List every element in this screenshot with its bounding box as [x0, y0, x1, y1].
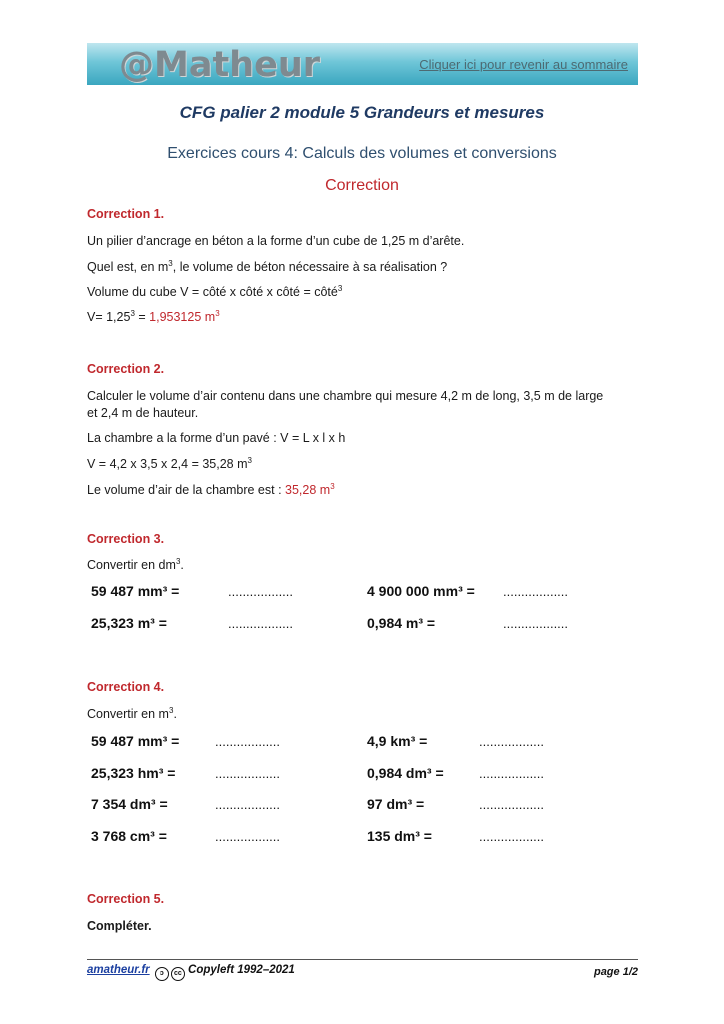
exercise-title: Exercices cours 4: Calculs des volumes et conversions: [167, 145, 557, 162]
c1-line-2: Quel est, en $m^3$, le volume de béton nécessaire à sa réalisation ?: [87, 259, 448, 275]
c2-line-4: Le volume d’air de la chambre est : 35,28 $m^3$: [87, 482, 335, 498]
c4-row4-left: 3 768 cm³ =: [91, 828, 167, 844]
c4-row3-left: 7 354 dm³ =: [91, 796, 168, 812]
site-logo: @Matheur: [119, 45, 321, 85]
correction-1-heading: Correction 1.: [87, 207, 165, 221]
c4-row3-right-blank: ..................: [479, 797, 545, 812]
c4-row1-right-blank: ..................: [479, 734, 545, 749]
c4-row4-right: 135 dm³ =: [367, 828, 432, 844]
c3-row1-right: 4 900 000 mm³ =: [367, 583, 475, 599]
c4-row3-left-blank: ..................: [215, 797, 281, 812]
c1-line-1: Un pilier d’ancrage en béton a la forme d’un cube de 1,25 m d’arête.: [87, 234, 465, 248]
c3-row2-left: 25,323 m³ =: [91, 615, 167, 631]
c4-row1-left-blank: ..................: [215, 734, 281, 749]
c2-line-2: La chambre a la forme d’un pavé : V = L x l x h: [87, 431, 346, 445]
correction-4-heading: Correction 4.: [87, 680, 165, 694]
copyleft-icon: ↄ: [155, 967, 169, 981]
page-number: page 1/2: [593, 966, 638, 978]
site-link[interactable]: amatheur.fr: [87, 964, 150, 976]
c2-line-3: V = 4,2 x 3,5 x 2,4 = 35,28 $m^3$: [87, 456, 252, 472]
c4-row2-left: 25,323 hm³ =: [91, 765, 176, 781]
creative-commons-icon: cc: [171, 967, 185, 981]
c3-row2-left-blank: ..................: [228, 616, 294, 631]
header-banner: [87, 43, 638, 85]
c3-row2-right: 0,984 m³ =: [367, 615, 436, 631]
footer-divider: [87, 959, 638, 960]
c4-row2-right-blank: ..................: [479, 766, 545, 781]
c3-row1-left-blank: ..................: [228, 584, 294, 599]
footer-credits: [87, 964, 295, 981]
c4-instruction: Convertir en $m^3$.: [87, 706, 177, 722]
c1-line-4: $V= 1,25^3 = 1,953125$ $m^3$: [87, 309, 220, 325]
c1-line-3: Volume du cube V = côté x côté x côté = côté$^3$: [87, 284, 343, 300]
module-title: CFG palier 2 module 5 Grandeurs et mesures: [179, 103, 545, 122]
c2-line-1b: et 2,4 m de hauteur.: [87, 406, 199, 420]
c2-result: 35,28 $m^3$: [285, 482, 335, 498]
c3-row2-right-blank: ..................: [503, 616, 569, 631]
c3-row1-left: 59 487 mm³ =: [91, 583, 180, 599]
c4-row1-right: 4,9 km³ =: [367, 733, 428, 749]
c4-row4-left-blank: ..................: [215, 829, 281, 844]
c4-row2-right: 0,984 dm³ =: [367, 765, 444, 781]
correction-2-heading: Correction 2.: [87, 362, 165, 376]
c5-instruction: Compléter.: [87, 919, 152, 933]
copyleft-text: Copyleft 1992–2021: [188, 964, 295, 976]
correction-3-heading: Correction 3.: [87, 532, 165, 546]
c3-instruction: Convertir en $dm^3$.: [87, 557, 184, 573]
c1-result: 1,953125 $m^3$: [149, 309, 220, 325]
c2-line-1: Calculer le volume d’air contenu dans une chambre qui mesure 4,2 m de long, 3,5 m de large: [87, 389, 604, 403]
c4-row2-left-blank: ..................: [215, 766, 281, 781]
c4-row4-right-blank: ..................: [479, 829, 545, 844]
c4-row3-right: 97 dm³ =: [367, 796, 425, 812]
correction-5-heading: Correction 5.: [87, 892, 165, 906]
c4-row1-left: 59 487 mm³ =: [91, 733, 180, 749]
correction-title: Correction: [325, 177, 399, 194]
back-to-summary-link[interactable]: Cliquer ici pour revenir au sommaire: [419, 57, 628, 72]
c3-row1-right-blank: ..................: [503, 584, 569, 599]
